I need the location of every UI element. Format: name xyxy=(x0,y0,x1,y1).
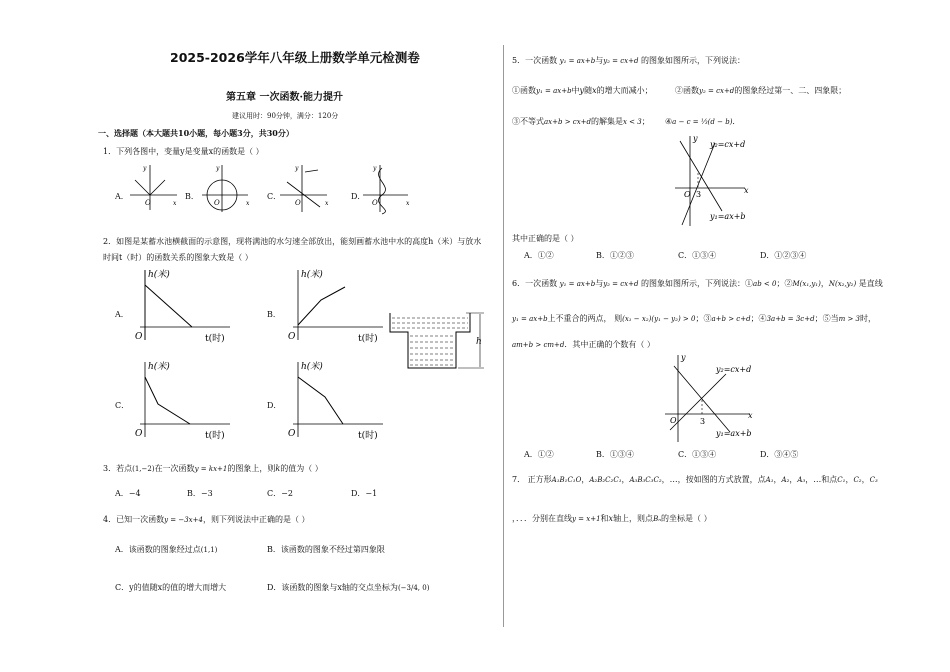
svg-text:y: y xyxy=(693,134,698,143)
q2-option-d[interactable]: D． xyxy=(267,401,282,410)
svg-text:y: y xyxy=(373,165,377,172)
svg-text:y: y xyxy=(216,165,220,172)
q1-graph-b xyxy=(200,162,260,212)
q5-stem: 5．一次函数 y₁ = ax+b与y₂ = cx+d 的图象如图所示，下列说法： xyxy=(512,56,746,65)
q1-option-b[interactable]: B． xyxy=(185,192,199,201)
q3-option-c[interactable]: C．−2 xyxy=(267,489,293,498)
q4-option-c[interactable]: C．y的值随x的值的增大而增大 xyxy=(115,583,227,592)
svg-text:O: O xyxy=(288,429,296,439)
svg-text:t(时): t(时) xyxy=(205,431,225,441)
svg-text:3: 3 xyxy=(700,417,706,426)
q4-stem: 4．已知一次函数y = −3x+4，则下列说法中正确的是（ ） xyxy=(103,515,310,524)
q1-stem: 1．下列各图中，变量y是变量x的函数是（ ） xyxy=(103,147,264,156)
q2-option-b[interactable]: B． xyxy=(267,310,281,319)
svg-text:x: x xyxy=(744,186,749,195)
svg-text:y: y xyxy=(143,165,147,172)
svg-text:O: O xyxy=(372,199,378,207)
q2-graph-a xyxy=(130,265,230,345)
q7-stem: 7． 正方形A₁B₁C₁O，A₂B₂C₂C₁，A₃B₃C₃C₂，…，按如图的方式放置，点A₁，A₂，A₃，…和点C₁，C₂，C₃ xyxy=(512,475,878,484)
svg-text:t(时): t(时) xyxy=(358,431,378,441)
q2-graph-c xyxy=(130,357,230,439)
q5-statement-4: ④a − c = ⅓(d − b)． xyxy=(665,117,741,126)
q6-option-b[interactable]: B．①③④ xyxy=(596,450,634,459)
q1-graph-c xyxy=(275,162,335,212)
q3-stem: 3．若点(1,−2)在一次函数y = kx+1的图象上，则k的值为（ ） xyxy=(103,464,323,473)
svg-text:y₁=ax+b: y₁=ax+b xyxy=(710,212,746,221)
q5-question: 其中正确的是（ ） xyxy=(512,234,579,243)
svg-text:x: x xyxy=(173,200,177,207)
svg-text:y: y xyxy=(295,165,299,172)
svg-text:h(米): h(米) xyxy=(301,362,323,372)
q4-option-d[interactable]: D．该函数的图象与x轴的交点坐标为(−3/4, 0) xyxy=(267,583,430,592)
q5-statement-3: ③不等式ax+b > cx+d的解集是x < 3； xyxy=(512,117,650,126)
q4-option-a[interactable]: A．该函数的图象经过点(1,1) xyxy=(115,545,218,554)
q2-graph-d xyxy=(283,357,383,439)
q2-option-a[interactable]: A． xyxy=(115,310,129,319)
svg-text:3: 3 xyxy=(696,190,702,199)
q7-stem-line2: ，．．．分别在直线y = x+1和x轴上，则点Bₙ的坐标是（ ） xyxy=(512,514,712,523)
right-column xyxy=(510,0,910,672)
q2-option-c[interactable]: C． xyxy=(115,401,130,410)
q2-stem-line1: 2．如图是某蓄水池横截面的示意图，现将满池的水匀速全部放出，能刻画蓄水池中水的高度h（米）与放水 xyxy=(103,237,482,246)
q5-statement-2: ②函数y₂ = cx+d的图象经过第一、二、四象限； xyxy=(675,86,847,95)
column-divider xyxy=(503,45,504,627)
q3-option-b[interactable]: B．−3 xyxy=(187,489,213,498)
q6-option-c[interactable]: C．①③④ xyxy=(678,450,717,459)
svg-text:O: O xyxy=(670,416,677,425)
q5-option-a[interactable]: A．①② xyxy=(524,251,554,260)
section-heading: 一、选择题（本大题共10小题，每小题3分，共30分） xyxy=(98,128,294,138)
q1-graph-a xyxy=(125,162,185,212)
q3-option-d[interactable]: D．−1 xyxy=(351,489,378,498)
svg-text:t(时): t(时) xyxy=(358,334,378,344)
q6-option-d[interactable]: D．③④⑤ xyxy=(760,450,799,459)
svg-text:y: y xyxy=(681,353,686,362)
left-column xyxy=(95,0,495,672)
svg-text:O: O xyxy=(135,429,143,439)
q4-option-b[interactable]: B．该函数的图象不经过第四象限 xyxy=(267,545,385,554)
svg-text:O: O xyxy=(288,332,296,342)
chapter-title: 第五章 一次函数·能力提升 xyxy=(226,92,343,103)
q5-statement-1: ①函数y₁ = ax+b中y随x的增大而减小； xyxy=(512,86,653,95)
q1-option-c[interactable]: C． xyxy=(267,192,282,201)
q2-graph-b xyxy=(283,265,383,345)
q6-option-a[interactable]: A．①② xyxy=(524,450,554,459)
svg-text:O: O xyxy=(145,199,151,207)
svg-text:O: O xyxy=(214,199,220,207)
q5-graph xyxy=(670,133,780,228)
svg-text:t(时): t(时) xyxy=(205,334,225,344)
svg-text:O: O xyxy=(135,332,143,342)
q1-option-a[interactable]: A． xyxy=(115,192,129,201)
q6-graph xyxy=(660,352,785,444)
svg-text:y₂=cx+d: y₂=cx+d xyxy=(710,140,746,149)
q2-stem-line2: 时间t（时）的函数关系的图象大致是（ ） xyxy=(103,253,253,262)
svg-text:O: O xyxy=(295,199,301,207)
q3-option-a[interactable]: A．−4 xyxy=(115,489,141,498)
time-score-info: 建议用时：90分钟，满分：120分 xyxy=(232,112,339,120)
svg-text:h(米): h(米) xyxy=(301,270,323,280)
svg-text:x: x xyxy=(246,200,250,207)
q2-tank-diagram xyxy=(388,310,493,372)
q1-option-d[interactable]: D． xyxy=(351,192,366,201)
q5-option-d[interactable]: D．①②③④ xyxy=(760,251,807,260)
q5-option-b[interactable]: B．①②③ xyxy=(596,251,634,260)
q6-stem-line2: y₁ = ax+b上不重合的两点， 则(x₁ − x₂)(y₁ − y₂) > 0；③a+b > c+d；④3a+b = 3c+d；⑤当m > 3时， xyxy=(512,314,876,323)
svg-text:h(米): h(米) xyxy=(148,270,170,280)
svg-text:x: x xyxy=(748,411,753,420)
svg-text:y₂=cx+d: y₂=cx+d xyxy=(716,365,752,374)
svg-text:h(米): h(米) xyxy=(148,362,170,372)
q6-stem-line3: am+b > cm+d．其中正确的个数有（ ） xyxy=(512,340,655,349)
q6-stem: 6．一次函数 y₁ = ax+b与y₂ = cx+d 的图象如图所示，下列说法：①ab < 0；②M(x₁,y₁)，N(x₂,y₂) 是直线 xyxy=(512,279,883,288)
page-title: 2025-2026学年八年级上册数学单元检测卷 xyxy=(170,50,420,65)
svg-text:O: O xyxy=(684,190,691,199)
svg-text:x: x xyxy=(406,200,410,207)
svg-text:y₁=ax+b: y₁=ax+b xyxy=(716,429,752,438)
q5-option-c[interactable]: C．①③④ xyxy=(678,251,717,260)
svg-text:h: h xyxy=(476,337,482,347)
q1-graph-d xyxy=(360,162,420,212)
svg-text:x: x xyxy=(325,200,329,207)
